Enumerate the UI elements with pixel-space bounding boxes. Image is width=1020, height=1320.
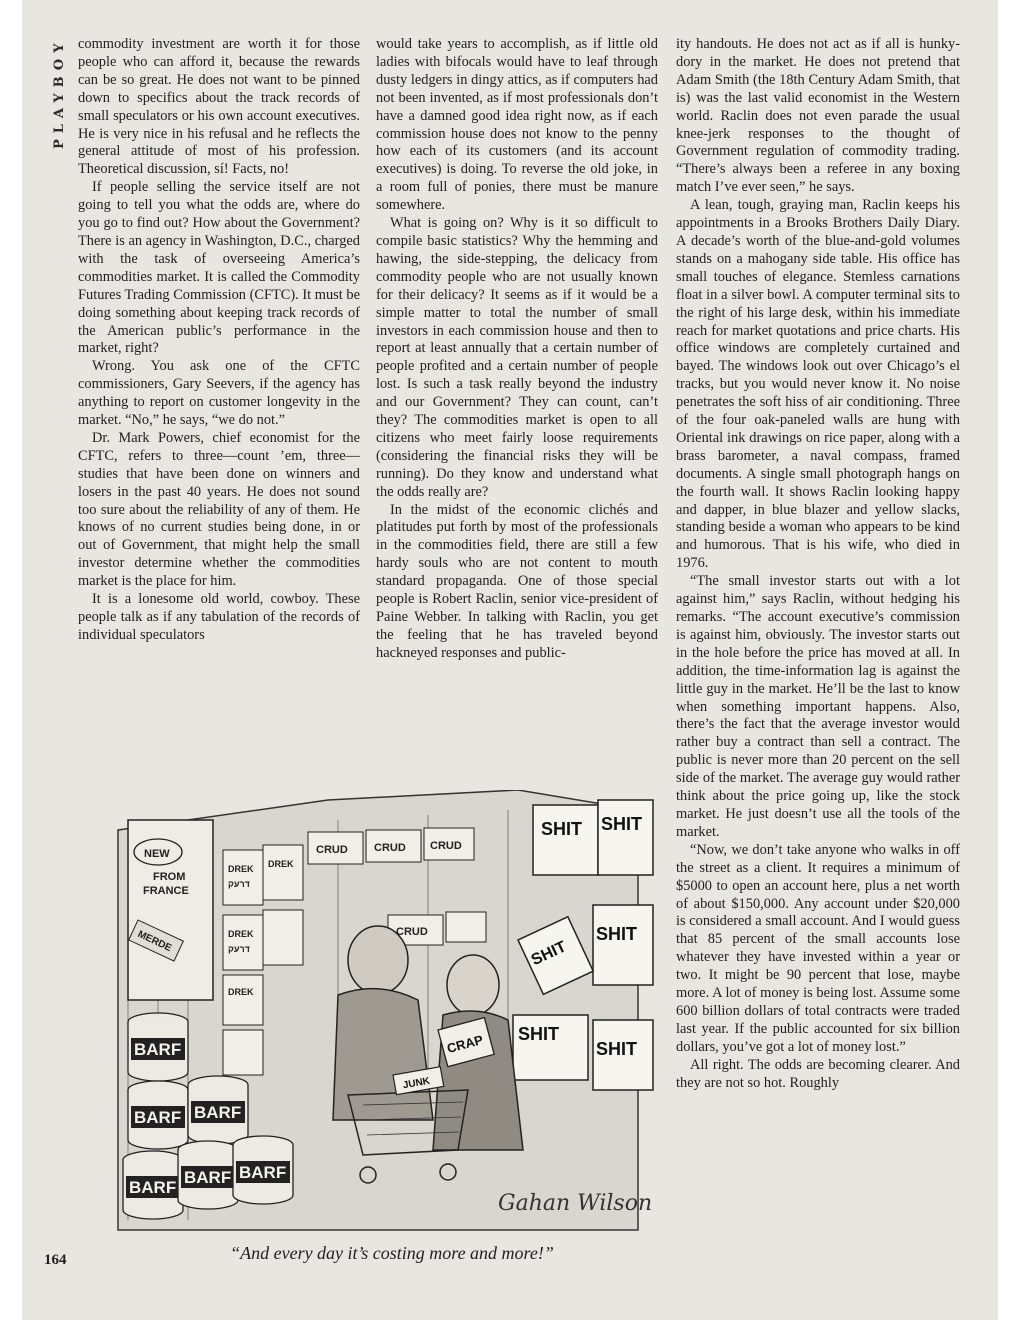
text-column-3 — [676, 36, 960, 1092]
drek-label: DREK — [228, 987, 254, 997]
running-head: PLAYBOY — [52, 38, 67, 150]
poster-france-text: FRANCE — [143, 885, 189, 897]
drek-label: DREK — [268, 859, 294, 869]
crud-label: CRUD — [430, 840, 462, 852]
cartoon-caption: “And every day it’s costing more and more!” — [230, 1243, 554, 1263]
shit-label: SHIT — [596, 924, 638, 944]
paragraph: Wrong. You ask one of the CFTC commissioners, Gary Seevers, if the agency has anything to report on customer longevity in the market. “No,” he says, “we do not.” — [78, 358, 360, 429]
drek-label: DREK — [228, 929, 254, 939]
paragraph: “Now, we don’t take anyone who walks in off the street as a client. It requires a minimum of $5000 to open an account here, plus a net worth of about $150,000. Any account under $20,000 is considered a small account. And I would guess that 85 percent of the small accounts lose whatever they have invested within a year or two. It might be 90 percent that lose, maybe more. A lot of money is being lost. Assume some 600 billion dollars of total contracts were traded last year. If the public accounted for six billion dollars, you’ve got a lot of money lost.” — [676, 841, 960, 1055]
page-number: 164 — [44, 1252, 67, 1268]
poster-new-text: NEW — [144, 848, 170, 860]
paragraph: A lean, tough, graying man, Raclin keeps his appointments in a Brooks Brothers Daily Diary. A decade’s worth of the blue-and-gold volumes stands on a mahogany side table. His office has small touches of elegance. Stemless carnations float in a silver bowl. A computer terminal sits to the right of his large desk, within his immediate reach for market quotations and price charts. His office windows are completely curtained and bayed. The windows look out over Chicago’s el tracks, but you would never know it. No noise penetrates the soft hiss of air conditioning. Three of the four oak-paneled walls are hung with Oriental ink drawings on rice paper, along with a brass barometer, a naval compass, framed documents. A single small photograph hangs on the fourth wall. It shows Raclin looking happy and dapper, in blue blazer and yellow slacks, standing beside a woman who appears to be kind and humorous. That is his wife, who died in 1976. — [676, 197, 960, 572]
paragraph: would take years to accomplish, as if little old ladies with bifocals would have to leaf through dusty ledgers in dingy attics, as if computers had not been invented, as if most professionals don’t have a damned good idea right now, as if each commission house does not know to the penny how each of its customers (and its account executives) is doing. To reverse the old joke, in a room full of ponies, there must be manure somewhere. — [376, 36, 658, 214]
barf-label: BARF — [194, 1103, 242, 1122]
text-column-2 — [376, 36, 658, 663]
crud-label: CRUD — [374, 842, 406, 854]
barf-label: BARF — [239, 1163, 287, 1182]
paragraph: If people selling the service itself are not going to tell you what the odds are, where do you go to find out? How about the Government? There is an agency in Washington, D.C., charged with the task of overseeing America’s commodities market. It is called the Commodity Futures Trading Commission (CFTC). It must be doing something about keeping track records of the American public’s performance in the market, right? — [78, 179, 360, 357]
paragraph: ity handouts. He does not act as if all is hunky-dory in the market. He does not pretend that Adam Smith (the 18th Century Adam Smith, that is) was the last valid economist in the Western world. Raclin does not even parade the usual knee-jerk responses to the thought of Government regulation of commodity trading. “There’s always been a referee in any boxing match I’ve ever seen,” he says. — [676, 36, 960, 196]
crud-label: CRUD — [316, 844, 348, 856]
drek-hebrew-label: דרעק — [228, 944, 250, 954]
drek-hebrew-label: דרעק — [228, 879, 250, 889]
cartoon-illustration — [98, 790, 658, 1235]
paragraph: What is going on? Why is it so difficult to compile basic statistics? Why the hemming and hawing, the side-stepping, the delicacy from commodity people who are not usually known for their delicacy? It seems as if it would be a simple matter to total the number of small investors in each commission house and then to report at least annually that a certain number of people profited and a certain number of people lost. Is such a task really beyond the industry and our Government? They can count, can’t they? The commodities market is open to all citizens who meet fairly loose requirements (considering the financial risks they will be running). Do they know and understand what the odds really are? — [376, 215, 658, 500]
paragraph: Dr. Mark Powers, chief economist for the CFTC, refers to three—count ’em, three—studies that have been done on winners and losers in the past 40 years. He does not sound too sure about the reliability of any of them. He knows of no current studies being done, in or out of Government, that might help the small investor determine whether the commodities market is the place for him. — [78, 429, 360, 590]
shit-label-held: SHIT — [528, 938, 570, 970]
barf-label: BARF — [184, 1168, 232, 1187]
shit-label: SHIT — [601, 814, 643, 834]
magazine-page — [22, 0, 998, 1320]
paragraph: It is a lonesome old world, cowboy. These people talk as if any tabulation of the records of individual speculators — [78, 591, 360, 643]
barf-label: BARF — [134, 1040, 182, 1059]
drek-label: DREK — [228, 864, 254, 874]
junk-label: JUNK — [402, 1075, 431, 1092]
paragraph: “The small investor starts out with a lot against him,” says Raclin, without hedging his remarks. “The account executive’s commission is against him, obviously. The investor starts out in the hole before the price has moved at all. In addition, the time-information lag is against the little guy in the market. He’ll be the last to know when something important happens. Also, there’s the fact that the average investor would rather buy a contract than sell a contract. The public is never more than 20 percent on the sell side of the market. The average guy would rather think about the price going up, like the stock market. He just doesn’t use all the tools of the market. — [676, 573, 960, 840]
poster-from-text: FROM — [153, 871, 186, 883]
crud-label: CRUD — [396, 926, 428, 938]
shit-label: SHIT — [541, 819, 583, 839]
barf-label: BARF — [134, 1108, 182, 1127]
shit-label: SHIT — [518, 1024, 560, 1044]
shit-label: SHIT — [596, 1039, 638, 1059]
barf-label: BARF — [129, 1178, 177, 1197]
paragraph: commodity investment are worth it for those people who can afford it, because the rewards can be so great. He does not want to be pinned down to specifics about the track records of small speculators or his own account executives. He is very nice in his refusal and he reflects the general attitude of most of his profession. Theoretical discussion, sí! Facts, no! — [78, 36, 360, 178]
poster-merde-text: MERDE — [135, 928, 174, 955]
paragraph: In the midst of the economic clichés and platitudes put forth by most of the professionals in the commodities field, there are still a few hardy souls who are not content to mouth standard propaganda. One of those special people is Robert Raclin, senior vice-president of Paine Webber. In talking with Raclin, you get the feeling that he has traveled beyond hackneyed responses and public- — [376, 501, 658, 661]
crap-label: CRAP — [445, 1031, 485, 1057]
artist-signature: Gahan Wilson — [498, 1191, 653, 1216]
text-column-1 — [78, 36, 360, 645]
paragraph: All right. The odds are becoming clearer. And they are not so hot. Roughly — [676, 1056, 960, 1091]
